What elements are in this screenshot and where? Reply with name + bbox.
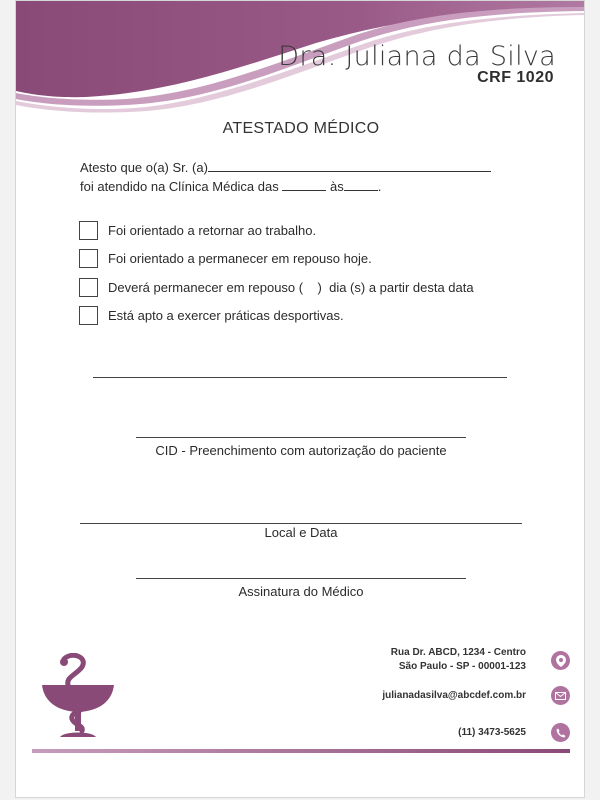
option-checkbox[interactable]	[79, 249, 98, 268]
doctor-registration: CRF 1020	[477, 69, 554, 86]
attendance-label: foi atendido na Clínica Médica das	[80, 179, 279, 194]
start-time-field[interactable]	[282, 178, 326, 191]
footer-bar	[32, 749, 570, 753]
address-line-1: Rua Dr. ABCD, 1234 - Centro	[390, 647, 526, 658]
address-line-2: São Paulo - SP - 00001-123	[398, 661, 526, 672]
option-checkbox[interactable]	[79, 306, 98, 325]
email-text[interactable]: julianadasilva@abcdef.com.br	[382, 690, 526, 701]
phone-icon	[551, 723, 570, 742]
attendance-line	[80, 178, 381, 194]
patient-line	[80, 159, 491, 175]
signature-line[interactable]	[136, 578, 466, 579]
end-time-field[interactable]	[344, 178, 378, 191]
place-date-line[interactable]	[80, 523, 522, 524]
envelope-icon	[551, 686, 570, 705]
document-title: ATESTADO MÉDICO	[222, 120, 380, 137]
option-row	[79, 277, 474, 297]
attendance-mid-label: às	[329, 179, 344, 194]
cid-line[interactable]	[136, 437, 466, 438]
option-label: Está apto a exercer práticas desportivas.	[108, 307, 344, 323]
option-row	[79, 248, 372, 268]
doctor-name: Dra. Juliana da Silva	[278, 41, 556, 72]
option-checkbox[interactable]	[79, 278, 98, 297]
patient-name-field[interactable]	[208, 159, 491, 172]
map-pin-icon	[551, 651, 570, 670]
pharmacy-bowl-of-hygieia-icon	[42, 653, 114, 739]
option-label: Foi orientado a permanecer em repouso hoje.	[108, 250, 372, 266]
cid-label: CID - Preenchimento com autorização do paciente	[155, 443, 447, 458]
certificate-page	[15, 0, 585, 798]
option-row	[79, 305, 344, 325]
option-checkbox[interactable]	[79, 221, 98, 240]
signature-label: Assinatura do Médico	[238, 584, 364, 599]
notes-line[interactable]	[93, 377, 507, 378]
address-block	[391, 646, 526, 674]
attendance-end-label: .	[377, 179, 382, 194]
patient-label: Atesto que o(a) Sr. (a)	[80, 160, 208, 175]
option-label: Foi orientado a retornar ao trabalho.	[108, 222, 317, 238]
phone-text[interactable]: (11) 3473-5625	[458, 727, 526, 738]
option-row	[79, 220, 316, 240]
place-date-label: Local e Data	[264, 525, 338, 540]
option-label: Deverá permanecer em repouso ( ) dia (s) a partir desta data	[108, 279, 474, 295]
